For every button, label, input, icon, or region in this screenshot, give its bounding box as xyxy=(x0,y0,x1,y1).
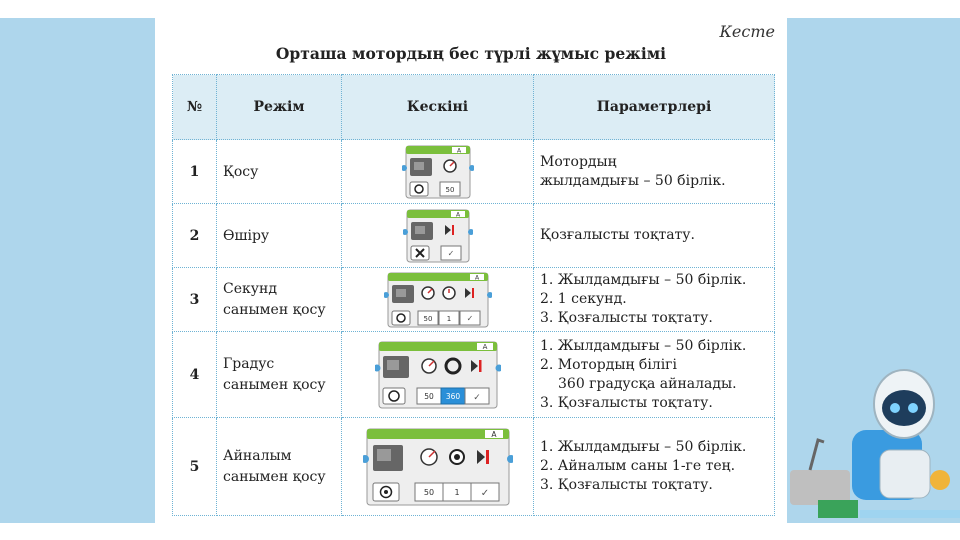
on-mode-icon xyxy=(410,182,428,196)
table-row xyxy=(173,140,775,204)
block-slot-speed: 50 xyxy=(423,487,434,497)
textbook-page xyxy=(155,18,787,523)
circuit-board-icon xyxy=(818,500,858,518)
table-row xyxy=(173,418,775,516)
row-number: 1 xyxy=(173,140,217,204)
block-port-label: A xyxy=(455,211,460,218)
table-title: Орташа мотордың бес түрлі жұмыс режімі xyxy=(275,44,667,63)
motor-modes-table xyxy=(172,74,775,516)
table-row xyxy=(173,332,775,418)
mode-name: Айналым санымен қосу xyxy=(217,418,342,516)
block-slot-brake: ✓ xyxy=(447,248,454,258)
block-port-label: A xyxy=(490,429,497,439)
parameters-cell: 1. Жылдамдығы – 50 бірлік. 2. 1 секунд. 3. Қозғалысты тоқтату. xyxy=(534,268,775,332)
block-slot-speed: 50 xyxy=(423,391,434,401)
row-number: 2 xyxy=(173,204,217,268)
header-mode: Режім xyxy=(217,75,342,140)
mode-name: Өшіру xyxy=(217,204,342,268)
parameters-cell: 1. Жылдамдығы – 50 бірлік. 2. Айналым саны 1-ге тең. 3. Қозғалысты тоқтату. xyxy=(534,418,775,516)
motor-block-image xyxy=(375,340,501,410)
block-slot-speed: 50 xyxy=(423,314,432,323)
header-parameters: Параметрлері xyxy=(534,75,775,140)
block-slot-rotations: 1 xyxy=(453,487,460,497)
motor-block-image xyxy=(402,144,474,200)
block-port-label: A xyxy=(482,342,487,351)
parameters-cell: Қозғалысты тоқтату. xyxy=(534,204,775,268)
mode-image-cell xyxy=(342,140,534,204)
table-label: Кесте xyxy=(719,22,775,41)
block-slot-seconds: 1 xyxy=(446,314,451,323)
mode-image-cell xyxy=(342,332,534,418)
block-slot-brake: ✓ xyxy=(466,313,473,323)
mode-name: Қосу xyxy=(217,140,342,204)
parameters-cell: 1. Жылдамдығы – 50 бірлік. 2. Мотордың білігі 360 градусқа айналады. 3. Қозғалысты тоқтату. xyxy=(534,332,775,418)
block-slot-brake: ✓ xyxy=(480,487,489,499)
row-number: 4 xyxy=(173,332,217,418)
soldering-station-icon xyxy=(790,470,850,505)
header-number: № xyxy=(173,75,217,140)
header-image: Кескіні xyxy=(342,75,534,140)
table-row xyxy=(173,204,775,268)
mode-image-cell xyxy=(342,204,534,268)
block-slot-degrees: 360 xyxy=(445,391,460,401)
motor-block-image xyxy=(363,427,513,507)
block-port-label: A xyxy=(474,274,479,281)
motor-block-image xyxy=(403,208,473,264)
robot-illustration xyxy=(790,360,960,525)
table-header-row xyxy=(173,75,775,140)
left-side-panel xyxy=(0,18,155,523)
block-slot-brake: ✓ xyxy=(472,392,481,403)
mode-image-cell xyxy=(342,268,534,332)
motor-block-image xyxy=(384,271,492,329)
table-row xyxy=(173,268,775,332)
mode-image-cell xyxy=(342,418,534,516)
row-number: 5 xyxy=(173,418,217,516)
seconds-mode-icon xyxy=(392,311,410,325)
block-slot-speed: 50 xyxy=(445,185,454,194)
block-port-label: A xyxy=(456,147,461,154)
parameters-cell: Мотордың жылдамдығы – 50 бірлік. xyxy=(534,140,775,204)
row-number: 3 xyxy=(173,268,217,332)
mode-name: Градус санымен қосу xyxy=(217,332,342,418)
mode-name: Секунд санымен қосу xyxy=(217,268,342,332)
wrench-icon xyxy=(930,470,950,490)
